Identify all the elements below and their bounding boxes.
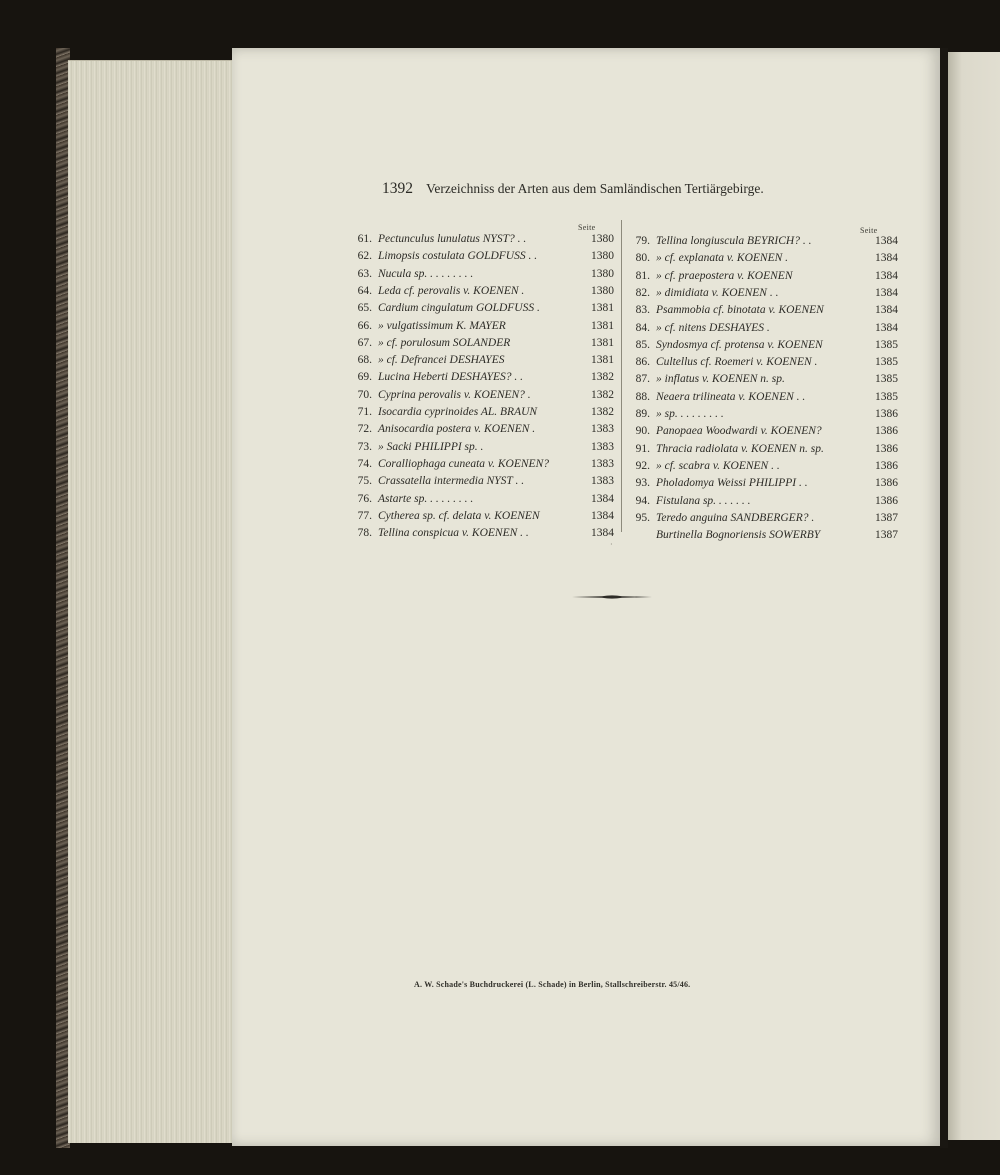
- species-name: Tellina conspicua v. KOENEN . .: [378, 527, 529, 540]
- right-entry: [624, 339, 902, 356]
- page-reference: 1387: [875, 529, 898, 542]
- species-name: Astarte sp. . . . . . . . .: [378, 492, 474, 505]
- page-reference: 1384: [591, 492, 614, 505]
- page-reference: 1380: [591, 284, 614, 297]
- left-entry: [346, 527, 618, 544]
- right-entry: [624, 235, 902, 252]
- page-reference: 1386: [875, 408, 898, 420]
- right-entry: [624, 373, 902, 390]
- left-entry: [346, 493, 618, 510]
- ink-mark: ·: [610, 540, 613, 549]
- species-name: » Sacki PHILIPPI sp. .: [378, 440, 484, 453]
- entry-number: 90.: [635, 425, 650, 438]
- entry-number: 87.: [635, 373, 650, 386]
- entry-number: 92.: [635, 459, 650, 472]
- page-stack: [68, 60, 238, 1143]
- entry-number: 62.: [357, 250, 372, 263]
- right-entry: [624, 425, 902, 442]
- entry-number: 75.: [357, 475, 372, 488]
- right-entry: [624, 477, 902, 494]
- species-name: Thracia radiolata v. KOENEN n. sp.: [656, 442, 824, 455]
- species-name: » cf. praepostera v. KOENEN: [656, 269, 793, 282]
- species-name: Nucula sp. . . . . . . . .: [378, 267, 474, 280]
- left-entry: [346, 458, 618, 475]
- right-entry: [624, 356, 902, 373]
- entry-number: 68.: [357, 354, 372, 367]
- page-reference: 1383: [591, 423, 614, 436]
- left-entry: [346, 475, 618, 492]
- entry-number: 64.: [357, 284, 372, 297]
- species-name: » cf. porulosum SOLANDER: [378, 336, 511, 349]
- page-reference: 1386: [875, 442, 898, 455]
- entry-number: 78.: [357, 527, 372, 540]
- left-entry: [346, 337, 618, 354]
- right-entry: [624, 252, 902, 269]
- species-name: Leda cf. perovalis v. KOENEN .: [378, 284, 525, 297]
- right-entry: [624, 287, 902, 304]
- right-entry: [624, 322, 902, 339]
- entry-number: 84.: [635, 321, 650, 334]
- page-reference: 1384: [591, 527, 614, 540]
- entry-number: 66.: [357, 319, 372, 332]
- species-name: Lucina Heberti DESHAYES? . .: [378, 371, 524, 384]
- left-entry: [346, 320, 618, 337]
- species-name: Cultellus cf. Roemeri v. KOENEN .: [656, 356, 818, 369]
- page-reference: 1385: [875, 390, 898, 403]
- left-entry: [346, 250, 618, 267]
- page-reference: 1382: [591, 388, 614, 401]
- entry-number: 73.: [357, 440, 372, 453]
- species-name: » inflatus v. KOENEN n. sp.: [656, 373, 785, 386]
- right-entry: [624, 443, 902, 460]
- species-name: » dimidiata v. KOENEN . .: [656, 286, 779, 299]
- right-entry: [624, 408, 902, 425]
- page-reference: 1384: [875, 252, 898, 265]
- entry-number: 80.: [635, 252, 650, 265]
- species-name: Syndosmya cf. protensa v. KOENEN: [656, 338, 823, 351]
- page-reference: 1386: [875, 477, 898, 490]
- entry-number: 67.: [357, 336, 372, 349]
- entry-number: 95.: [635, 511, 650, 524]
- page-reference: 1384: [875, 304, 898, 317]
- left-entry: [346, 423, 618, 440]
- page-reference: 1383: [591, 457, 614, 470]
- page-reference: 1381: [591, 336, 614, 349]
- species-name: » cf. nitens DESHAYES .: [656, 321, 770, 334]
- right-entry: [624, 495, 902, 512]
- page-reference: 1384: [875, 269, 898, 282]
- right-entry: [624, 460, 902, 477]
- page-reference: 1380: [591, 233, 614, 245]
- page-reference: 1383: [591, 475, 614, 488]
- species-name: Cyprina perovalis v. KOENEN? .: [378, 388, 531, 401]
- species-name: Teredo anguina SANDBERGER? .: [656, 511, 815, 524]
- right-entry: [624, 529, 902, 546]
- right-entry: [624, 512, 902, 529]
- right-entry: [624, 270, 902, 287]
- page-reference: 1382: [591, 371, 614, 384]
- page-reference: 1385: [875, 373, 898, 386]
- page-title: Verzeichniss der Arten aus dem Samländischen Tertiärgebirge.: [426, 181, 764, 196]
- ornamental-rule: [572, 592, 652, 602]
- left-entry: [346, 406, 618, 423]
- entry-number: 88.: [635, 390, 650, 403]
- species-name: Cytherea sp. cf. delata v. KOENEN: [378, 509, 540, 522]
- left-entry: [346, 441, 618, 458]
- left-entry: [346, 510, 618, 527]
- species-name: » cf. Defrancei DESHAYES: [378, 354, 505, 367]
- page-reference: 1387: [875, 511, 898, 524]
- page-reference: 1386: [875, 425, 898, 438]
- page-reference: 1380: [591, 250, 614, 263]
- species-name: Pectunculus lunulatus NYST? . .: [378, 233, 527, 245]
- printer-imprint: A. W. Schade's Buchdruckerei (L. Schade) in Berlin, Stallschreiberstr. 45/46.: [414, 980, 691, 989]
- entry-number: 72.: [357, 423, 372, 436]
- species-name: Burtinella Bognoriensis SOWERBY: [656, 529, 821, 542]
- page-reference: 1381: [591, 319, 614, 332]
- entry-number: 63.: [357, 267, 372, 280]
- page-reference: 1385: [875, 338, 898, 351]
- entry-number: 65.: [357, 302, 372, 315]
- column-divider: [621, 220, 622, 532]
- entry-number: 94.: [635, 494, 650, 507]
- entry-number: 71.: [357, 406, 372, 418]
- entry-number: 91.: [635, 442, 650, 455]
- page-reference: 1382: [591, 406, 614, 418]
- species-name: Isocardia cyprinoides AL. BRAUN: [378, 406, 538, 418]
- page-reference: 1380: [591, 267, 614, 280]
- page-reference: 1386: [875, 459, 898, 472]
- entry-number: 70.: [357, 388, 372, 401]
- entry-number: 74.: [357, 457, 372, 470]
- page-reference: 1383: [591, 440, 614, 453]
- species-name: Limopsis costulata GOLDFUSS . .: [378, 250, 538, 263]
- right-seite-label: Seite: [860, 226, 878, 235]
- left-entry: [346, 285, 618, 302]
- page-reference: 1381: [591, 354, 614, 367]
- entry-number: 93.: [635, 477, 650, 490]
- entry-number: 82.: [635, 286, 650, 299]
- page-reference: 1384: [875, 286, 898, 299]
- left-entry: [346, 302, 618, 319]
- species-name: Psammobia cf. binotata v. KOENEN: [656, 304, 824, 317]
- entry-number: 83.: [635, 304, 650, 317]
- entry-number: 61.: [357, 233, 372, 245]
- entry-number: 79.: [635, 235, 650, 247]
- species-name: Fistulana sp. . . . . . .: [656, 494, 751, 507]
- species-name: Crassatella intermedia NYST . .: [378, 475, 525, 488]
- page-reference: 1384: [875, 235, 898, 247]
- species-name: Neaera trilineata v. KOENEN . .: [656, 390, 806, 403]
- right-entry: [624, 304, 902, 321]
- page-reference: 1384: [875, 321, 898, 334]
- running-header: [382, 180, 902, 198]
- species-name: » vulgatissimum K. MAYER: [378, 319, 506, 332]
- page-reference: 1384: [591, 509, 614, 522]
- page-reference: 1385: [875, 356, 898, 369]
- book-gutter: [940, 48, 948, 1148]
- left-entry: [346, 233, 618, 250]
- entry-number: 76.: [357, 492, 372, 505]
- entry-number: 86.: [635, 356, 650, 369]
- entry-number: 77.: [357, 509, 372, 522]
- species-name: Coralliophaga cuneata v. KOENEN?: [378, 457, 550, 470]
- facing-page-edge: [948, 52, 1000, 1140]
- left-entry: [346, 389, 618, 406]
- page-reference: 1386: [875, 494, 898, 507]
- entry-number: 69.: [357, 371, 372, 384]
- entry-number: 85.: [635, 338, 650, 351]
- species-name: Anisocardia postera v. KOENEN .: [378, 423, 536, 436]
- left-entry: [346, 354, 618, 371]
- left-entry: [346, 371, 618, 388]
- species-name: Panopaea Woodwardi v. KOENEN?: [656, 425, 822, 438]
- right-entry: [624, 391, 902, 408]
- species-name: » cf. scabra v. KOENEN . .: [656, 459, 780, 472]
- left-seite-label: Seite: [578, 223, 596, 232]
- page-number: 1392: [382, 180, 413, 197]
- page-reference: 1381: [591, 302, 614, 315]
- species-name: Pholadomya Weissi PHILIPPI . .: [656, 477, 808, 490]
- species-name: Cardium cingulatum GOLDFUSS .: [378, 302, 540, 315]
- species-name: Tellina longiuscula BEYRICH? . .: [656, 235, 812, 247]
- species-name: » cf. explanata v. KOENEN .: [656, 252, 789, 265]
- left-entry: [346, 268, 618, 285]
- species-name: » sp. . . . . . . . .: [656, 408, 724, 420]
- entry-number: 81.: [635, 269, 650, 282]
- entry-number: 89.: [635, 408, 650, 420]
